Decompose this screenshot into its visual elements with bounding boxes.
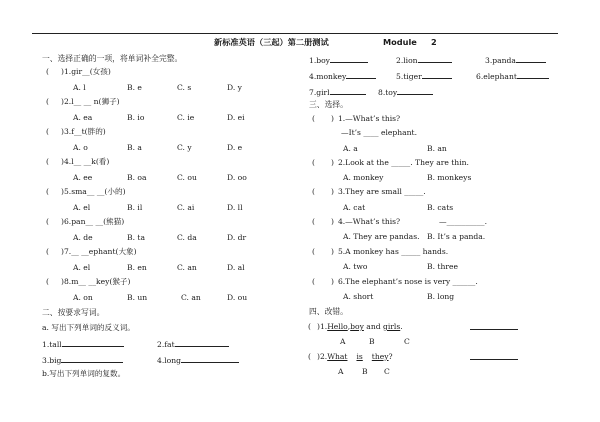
choice-question-1 xyxy=(312,115,400,123)
answer-paren-close[interactable]: ) xyxy=(60,247,64,256)
question-8: ( )8.m__ __key(猴子) xyxy=(46,277,131,286)
option-a[interactable]: A. a xyxy=(343,144,358,153)
error-question-1: ( )1.Hello,boy and girls. xyxy=(308,322,403,331)
option-b[interactable]: B. ta xyxy=(127,233,145,242)
answer-paren-open[interactable]: ( xyxy=(46,277,49,286)
option-a[interactable]: A. short xyxy=(343,292,374,301)
option-b[interactable]: B. en xyxy=(127,263,147,272)
answer-blank[interactable] xyxy=(346,71,376,79)
option-b[interactable]: B. a xyxy=(127,143,142,152)
option-a[interactable]: A. They are pandas. xyxy=(343,232,420,241)
option-b[interactable]: B. It’s a panda. xyxy=(427,232,486,241)
option-a[interactable]: A. el xyxy=(73,263,91,272)
option-a[interactable]: A. cat xyxy=(343,203,366,212)
option-d[interactable]: D. y xyxy=(227,83,242,92)
answer-paren-close[interactable]: ) xyxy=(316,352,320,361)
answer-blank[interactable] xyxy=(516,55,546,63)
question-5: ( )5.sma__ __(小的) xyxy=(46,187,126,196)
answer-paren-close[interactable]: ) xyxy=(330,158,334,167)
answer-paren-open[interactable]: ( xyxy=(312,158,315,167)
antonym-1: 1.tall xyxy=(42,339,124,349)
answer-blank[interactable] xyxy=(175,339,229,347)
question-4: ( )4.l__ __k(看) xyxy=(46,157,110,166)
answer-paren-open[interactable]: ( xyxy=(46,157,49,166)
error-label-b: B xyxy=(369,337,375,346)
answer-paren-close[interactable]: ) xyxy=(330,247,334,256)
option-a[interactable]: A. two xyxy=(343,262,368,271)
subsection-b-title: b.写出下列单词的复数。 xyxy=(42,369,126,378)
plural-5: 5.tiger xyxy=(396,71,452,81)
error-word-a[interactable]: Hello xyxy=(327,322,348,331)
answer-paren-open[interactable]: ( xyxy=(46,97,49,106)
option-c[interactable]: C. ie xyxy=(177,113,195,122)
error-word-b[interactable]: boy xyxy=(350,322,364,331)
subsection-a-title: a. 写出下列单词的反义词。 xyxy=(42,323,135,332)
section1-title: 一、选择正确的一项，将单词补全完整。 xyxy=(42,54,183,63)
error-word-c[interactable]: they xyxy=(371,352,389,361)
option-a[interactable]: A. on xyxy=(73,293,93,302)
option-c[interactable]: C. an xyxy=(177,263,197,272)
option-b[interactable]: B. un xyxy=(127,293,148,302)
header-rule xyxy=(32,33,558,34)
plural-3: 3.panda xyxy=(485,55,546,65)
answer-paren-open[interactable]: ( xyxy=(46,127,49,136)
option-d[interactable]: D. ou xyxy=(227,293,248,302)
answer-blank[interactable] xyxy=(62,339,124,347)
option-a[interactable]: A. ee xyxy=(73,173,93,182)
antonym-3: 3.big xyxy=(42,355,123,365)
error-label-a: A xyxy=(340,337,346,346)
option-c[interactable]: C. an xyxy=(181,293,201,302)
answer-paren-close[interactable]: ) xyxy=(60,217,64,226)
option-c[interactable]: C. y xyxy=(177,143,192,152)
question-stem: 1.—What’s this? xyxy=(337,114,401,123)
option-c[interactable]: C. da xyxy=(177,233,197,242)
option-b[interactable]: B. monkeys xyxy=(427,173,472,182)
answer-paren-close[interactable]: ) xyxy=(330,187,334,196)
error-label-c: C xyxy=(384,367,390,376)
answer-blank[interactable] xyxy=(181,355,239,363)
answer-paren-open[interactable]: ( xyxy=(46,187,49,196)
answer-blank[interactable] xyxy=(330,55,368,63)
question-stem: 2.Look at the _____. They are thin. xyxy=(337,158,469,167)
option-d[interactable]: D. e xyxy=(227,143,243,152)
option-d[interactable]: D. al xyxy=(227,263,245,272)
error-question-2: ( )2.What is they? xyxy=(308,352,393,361)
option-a[interactable]: A. monkey xyxy=(343,173,384,182)
plural-4: 4.monkey xyxy=(309,71,376,81)
plural-1: 1.boy xyxy=(309,55,368,65)
module-label: Module xyxy=(383,37,417,47)
antonym-4: 4.long xyxy=(157,355,239,365)
answer-paren-open[interactable]: ( xyxy=(46,247,49,256)
answer-paren-open[interactable]: ( xyxy=(308,322,311,331)
option-d[interactable]: D. dr xyxy=(227,233,247,242)
answer-paren-close[interactable]: ) xyxy=(60,187,64,196)
option-b[interactable]: B. il xyxy=(127,203,143,212)
section3-title: 三、选择。 xyxy=(309,100,348,109)
option-a[interactable]: A. l xyxy=(73,83,86,92)
option-a[interactable]: A. o xyxy=(73,143,88,152)
question-stem: pan__ __(熊猫) xyxy=(71,217,125,226)
question-1: ( )1.gir__(女孩) xyxy=(46,67,111,76)
question-stem: f__t(胖的) xyxy=(71,127,106,136)
plural-8: 8.toy xyxy=(378,87,433,97)
module-number: 2 xyxy=(431,37,437,47)
choice-question-4 xyxy=(312,218,400,226)
option-c[interactable]: C. s xyxy=(177,83,192,92)
answer-paren-open[interactable]: ( xyxy=(46,67,49,76)
question-6: ( )6.pan__ __(熊猫) xyxy=(46,217,125,226)
correction-blank[interactable] xyxy=(470,322,518,332)
answer-paren-close[interactable]: ) xyxy=(330,277,334,286)
question-stem: l__ __ n(狮子) xyxy=(71,97,120,106)
option-a[interactable]: A. el xyxy=(73,203,91,212)
plural-6: 6.elephant xyxy=(476,71,549,81)
question-stem-line2: —It’s ____ elephant. xyxy=(341,128,418,137)
option-b[interactable]: B. three xyxy=(427,262,458,271)
question-2: ( )2.l__ __ n(狮子) xyxy=(46,97,120,106)
question-3: ( )3.f__t(胖的) xyxy=(46,127,106,136)
answer-paren-close[interactable]: ) xyxy=(60,67,64,76)
option-c[interactable]: C. ou xyxy=(177,173,197,182)
question-stem: 3.They are small _____. xyxy=(337,187,426,196)
option-d[interactable]: D. oo xyxy=(227,173,247,182)
answer-paren-close[interactable]: ) xyxy=(60,157,64,166)
answer-blank[interactable] xyxy=(61,355,123,363)
error-word-a[interactable]: What xyxy=(327,352,348,361)
answer-dash-blank[interactable]: —__________. xyxy=(439,217,487,226)
option-c[interactable]: C. ai xyxy=(177,203,195,212)
question-stem: 4.—What’s this? xyxy=(337,217,401,226)
choice-question-6 xyxy=(312,278,478,286)
option-d[interactable]: D. ll xyxy=(227,203,243,212)
answer-paren-open[interactable]: ( xyxy=(308,352,311,361)
choice-question-5 xyxy=(312,248,448,256)
option-b[interactable]: B. io xyxy=(127,113,145,122)
answer-paren-open[interactable]: ( xyxy=(312,217,315,226)
section2-title: 二、按要求写词。 xyxy=(42,308,105,317)
answer-paren-open[interactable]: ( xyxy=(312,247,315,256)
page-title: 新标准英语（三起）第二册测试 xyxy=(214,37,329,47)
answer-blank[interactable] xyxy=(397,87,433,95)
answer-blank[interactable] xyxy=(330,87,366,95)
answer-blank[interactable] xyxy=(418,55,452,63)
error-label-b: B xyxy=(362,367,368,376)
antonym-2: 2.fat xyxy=(157,339,229,349)
option-b[interactable]: B. oa xyxy=(127,173,147,182)
answer-paren-open[interactable]: ( xyxy=(312,114,315,123)
choice-question-3 xyxy=(312,188,426,196)
correction-blank[interactable] xyxy=(470,352,518,362)
question-stem: l__ __k(看) xyxy=(71,157,110,166)
answer-paren-close[interactable]: ) xyxy=(60,97,64,106)
answer-paren-close[interactable]: ) xyxy=(60,277,64,286)
option-b[interactable]: B. cats xyxy=(427,203,454,212)
question-stem: sma__ __(小的) xyxy=(71,187,126,196)
question-stem: m__ __key(猴子) xyxy=(71,277,131,286)
plural-2: 2.lion xyxy=(396,55,452,65)
answer-paren-close[interactable]: ) xyxy=(330,217,334,226)
option-b[interactable]: B. long xyxy=(427,292,455,301)
option-a[interactable]: A. ea xyxy=(73,113,93,122)
error-word-b[interactable]: is xyxy=(356,352,363,361)
option-b[interactable]: B. e xyxy=(127,83,142,92)
choice-question-2 xyxy=(312,159,469,167)
answer-blank[interactable] xyxy=(517,71,549,79)
error-label-a: A xyxy=(338,367,344,376)
answer-paren-open[interactable]: ( xyxy=(312,277,315,286)
answer-paren-open[interactable]: ( xyxy=(46,217,49,226)
error-word-c[interactable]: girls xyxy=(383,322,401,331)
answer-paren-open[interactable]: ( xyxy=(312,187,315,196)
question-stem: 6.The elephant’s nose is very ______. xyxy=(337,277,478,286)
question-stem: 5.A monkey has _____ hands. xyxy=(337,247,449,256)
section4-title: 四、改错。 xyxy=(309,307,348,316)
question-stem: gir__(女孩) xyxy=(71,67,111,76)
question-7: ( )7.__ __ephant(大象) xyxy=(46,247,137,256)
answer-paren-close[interactable]: ) xyxy=(316,322,320,331)
plural-7: 7.girl xyxy=(309,87,366,97)
question-stem: __ __ephant(大象) xyxy=(71,247,137,256)
error-label-c: C xyxy=(404,337,410,346)
option-b[interactable]: B. an xyxy=(427,144,447,153)
answer-paren-close[interactable]: ) xyxy=(60,127,64,136)
answer-blank[interactable] xyxy=(422,71,452,79)
answer-paren-close[interactable]: ) xyxy=(330,114,334,123)
option-d[interactable]: D. ei xyxy=(227,113,245,122)
option-a[interactable]: A. de xyxy=(73,233,93,242)
